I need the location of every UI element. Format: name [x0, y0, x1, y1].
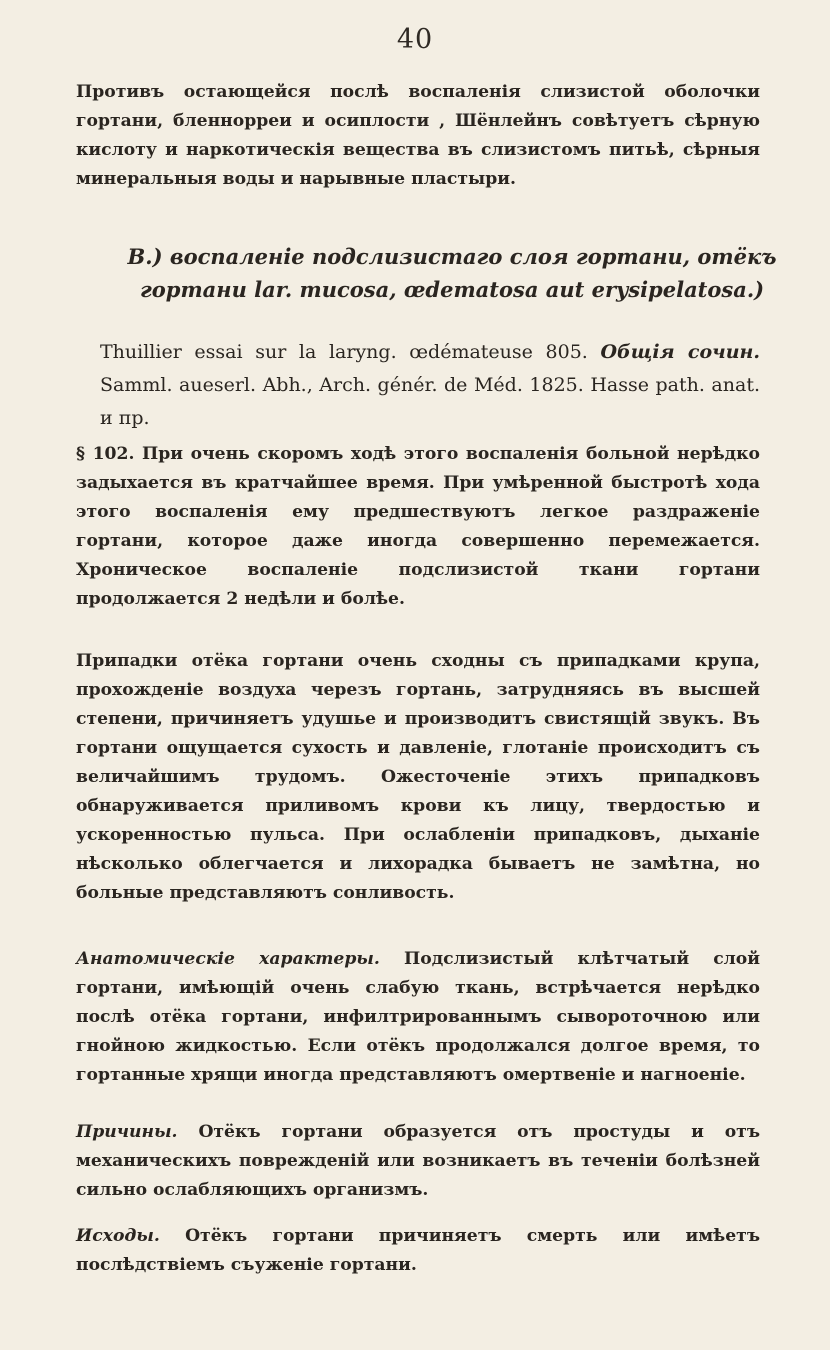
paragraph-outcomes: [76, 1222, 760, 1280]
bibliography: [100, 336, 760, 435]
paragraph-anatomy: [76, 945, 760, 1090]
anatomy-lead: Анатомическіе характеры.: [76, 949, 380, 969]
bibliography-part-1: Thuillier essai sur la laryng. œdématеuse 805.: [100, 341, 588, 363]
paragraph-section-102: § 102. При очень скоромъ ходѣ этого воспаленія больной нерѣдко задыхается въ кратчайшее время. При умѣренной быстротѣ хода этого воспаленія ему предшествуютъ легкое раздраженіе гортани, которое даже иногда совершенно перемежается. Хроническое воспаленіе подслизистой ткани гортани продолжается 2 недѣли и болѣе.: [76, 444, 760, 609]
causes-text: Отёкъ гортани образуется отъ простуды и отъ механическихъ повреждeній или возникаетъ въ теченіи болѣзней сильно ослабляющихъ организмъ.: [76, 1122, 761, 1200]
paragraph-causes: [76, 1118, 760, 1205]
bibliography-part-3: Samml. auеserl. Abh., Arch. génér. de Méd. 1825. Hasse path. anat. и пр.: [100, 374, 760, 429]
causes-lead: Причины.: [76, 1122, 178, 1142]
paragraph-treatment: Противъ остающейся послѣ воспаленія слизистой оболочки гортани, бленнорреи и осиплости , Шёнлейнъ совѣтуетъ сѣрную кислоту и наркотическія вещества въ слизистомъ питьѣ, сѣрныя минеральныя воды и нарывные пластыри.: [76, 82, 760, 189]
paragraph-symptoms: Припадки отёка гортани очень сходны съ припадками крупа, прохожденіе воздуха черезъ гортань, затрудняясь въ высшей степени, причиняетъ удушье и производитъ свистящій звукъ. Въ гортани ощущается сухость и давленіе, глотаніе происходитъ съ величайшимъ трудомъ. Ожесточеніе этихъ припадковъ обнаруживается приливомъ крови къ лицу, твердостью и ускоренностью пульса. При ослабленіи припадковъ, дыханіе нѣсколько облегчается и лихорадка бываетъ не замѣтна, но больные представляютъ сонливость.: [76, 651, 760, 903]
page-number: 40: [396, 24, 434, 55]
section-heading: B.) воспаленіе подслизистаго слоя гортани, отёкъ гортани lar. mucosa, œdematosa aut erysipelatosa.): [127, 244, 777, 302]
outcomes-lead: Исходы.: [76, 1226, 160, 1246]
outcomes-text: Отёкъ гортани причиняетъ смерть или имѣетъ послѣдствіемъ съуженіе гортани.: [76, 1226, 761, 1275]
anatomy-text: Подслизистый клѣтчатый слой гортани, имѣющій очень слабую ткань, встрѣчается нерѣдко послѣ отёка гортани, инфилтрированнымъ сывороточною или гнойною жидкостью. Если отёкъ продолжался долгое время, то гортанные хрящи иногда представляютъ омертвеніе и нагноеніе.: [76, 949, 761, 1085]
bibliography-part-2: Общія сочин.: [600, 341, 760, 363]
